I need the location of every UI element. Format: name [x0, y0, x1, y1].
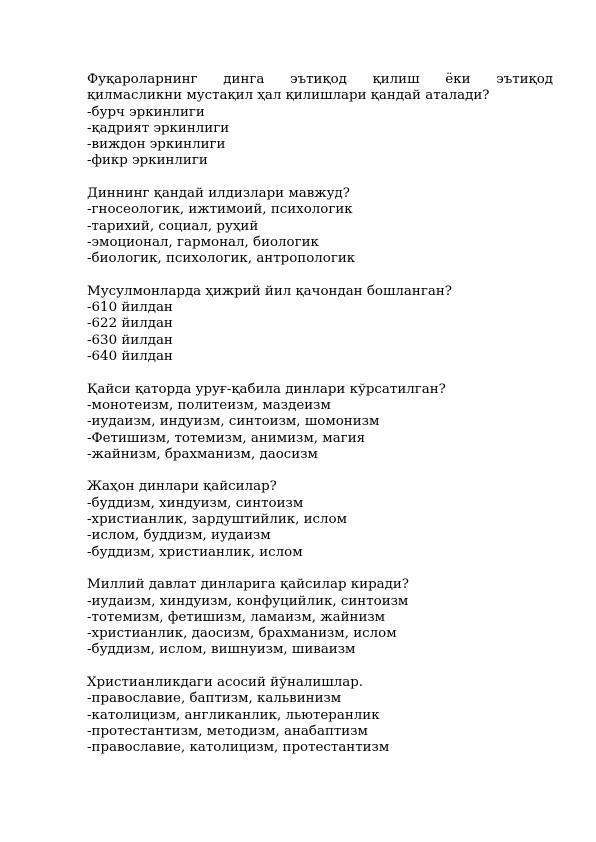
- question-text: Жаҳон динлари қайсилар?: [87, 479, 277, 495]
- answer-option: -биологик, психологик, антропологик: [87, 251, 356, 267]
- question-text-line-1: Фуқароларнинг динга эътиқод қилиш ёки эътиқод: [87, 72, 553, 87]
- answer-option: -католицизм, англиканлик, льютеранлик: [87, 707, 380, 723]
- answer-option: -гносеологик, ижтимоий, психологик: [87, 202, 353, 218]
- question-block-1: [87, 72, 553, 170]
- question-block-3: [87, 284, 553, 365]
- question-block-4: [87, 382, 553, 463]
- answer-option: -эмоционал, гармонал, биологик: [87, 234, 319, 250]
- question-text: Мусулмонларда ҳижрий йил қачондан бошланган?: [87, 283, 452, 299]
- answer-option: -ислом, буддизм, иудаизм: [87, 528, 271, 544]
- answer-option: -тарихий, социал, руҳий: [87, 218, 259, 234]
- answer-option: -христианлик, даосизм, брахманизм, ислом: [87, 626, 397, 642]
- answer-option: -бурч эркинлиги: [87, 104, 205, 120]
- answer-option: -фикр эркинлиги: [87, 153, 208, 169]
- question-block-6: [87, 577, 553, 658]
- answer-option: -буддизм, христианлик, ислом: [87, 544, 303, 560]
- answer-option: -буддизм, хиндуизм, синтоизм: [87, 495, 304, 511]
- answer-option: -Фетишизм, тотемизм, анимизм, магия: [87, 430, 366, 446]
- answer-option: -православие, католицизм, протестантизм: [87, 740, 390, 756]
- answer-option: -610 йилдан: [87, 300, 173, 316]
- answer-option: -иудаизм, хиндуизм, конфуцийлик, синтоизм: [87, 593, 409, 609]
- question-block-5: [87, 479, 553, 560]
- answer-option: -протестантизм, методизм, анабаптизм: [87, 723, 368, 739]
- answer-option: -христианлик, зардуштийлик, ислом: [87, 512, 348, 528]
- answer-option: -виждон эркинлиги: [87, 137, 226, 153]
- answer-option: -қадрият эркинлиги: [87, 120, 230, 136]
- answer-option: -жайнизм, брахманизм, даосизм: [87, 446, 318, 462]
- answer-option: -монотеизм, политеизм, маздеизм: [87, 397, 331, 413]
- answer-option: -640 йилдан: [87, 349, 173, 365]
- answer-option: -православие, баптизм, кальвинизм: [87, 691, 342, 707]
- question-text: Диннинг қандай илдизлари мавжуд?: [87, 186, 350, 202]
- question-block-2: [87, 186, 553, 267]
- answer-option: -622 йилдан: [87, 316, 173, 332]
- answer-option: -630 йилдан: [87, 332, 173, 348]
- answer-option: -буддизм, ислом, вишнуизм, шиваизм: [87, 642, 356, 658]
- question-text: Миллий давлат динларига қайсилар киради?: [87, 577, 409, 593]
- answer-option: -тотемизм, фетишизм, ламаизм, жайнизм: [87, 609, 386, 625]
- answer-option: -иудаизм, индуизм, синтоизм, шомонизм: [87, 414, 380, 430]
- document-page: [87, 72, 553, 773]
- question-text-line-2: қилмасликни мустақил ҳал қилишлари қандай аталади?: [87, 88, 490, 104]
- question-text: Қайси қаторда уруғ-қабила динлари кўрсатилган?: [87, 381, 446, 397]
- question-text: Христианликдаги асосий йўналишлар.: [87, 674, 364, 690]
- question-block-7: [87, 675, 553, 756]
